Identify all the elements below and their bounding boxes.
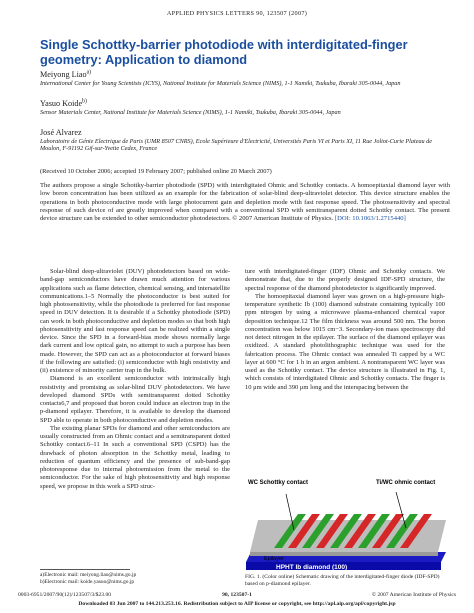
footnotes bbox=[40, 572, 230, 586]
footnote: b)Electronic mail: koide.yasuo@nims.go.jp bbox=[40, 578, 135, 585]
author-name: Meiyong Liao bbox=[40, 70, 87, 79]
label-ohmic: Ti/WC ohmic contact bbox=[376, 480, 436, 486]
author-block-3 bbox=[40, 128, 445, 153]
paragraph: ture with interdigitated-finger (IDF) Ohmic and Schottky contacts. We demonstrate that, due to the properly designed IDF-SPD structure, the spectral response of the diamond photodetector is significantly improved. bbox=[245, 268, 445, 292]
author-name: Yasuo Koide bbox=[40, 99, 83, 108]
author-mark: a) bbox=[86, 69, 92, 76]
footer-issn: 0003-6951/2007/90(12)/123507/3/$23.00 bbox=[18, 592, 112, 598]
copyright: © 2007 American Institute of Physics. bbox=[232, 215, 334, 223]
footer-page: 90, 123507-1 bbox=[222, 592, 252, 598]
figure-1 bbox=[246, 470, 446, 590]
label-wc-schottky: WC Schottky contact bbox=[248, 480, 309, 486]
author-mark: b) bbox=[82, 98, 87, 105]
paragraph: The homoepitaxial diamond layer was grown on a high-pressure high-temperature synthetic Ib (100) diamond substrate containing typically 100 ppm nitrogen by using a microwave plasma-enhanced chemical vapor deposition technique.12 The film thickness was around 500 nm. The boron concentration was below 1015 cm−3. Secondary-ion mass spectroscopy did not detect nitrogen in the epilayer. The surface of the diamond epilayer was oxidized. A standard photolithographic technique was used for the fabrication process. The Ohmic contact was annealed Ti capped by a WC layer at 600 °C for 1 h in an argon ambient. A nontransparent WC layer was used as the Schottky contact. The device structure is illustrated in Fig. 1, which consists of interdigitated Ohmic and Schottky contacts. The finger is 10 μm wide and 390 μm long and the interspacing between the bbox=[245, 292, 445, 391]
paragraph: Diamond is an excellent semiconductor with intrinsically high resistivity and promising as solar-blind DUV photodetectors. We have developed diamond SPDs with semitransparent dotted Schottky contacts6,7 and proposed that boron could induce an electron trap in the p-diamond epilayer. Therefore, it is available to develop the diamond SPD able to operate in both photoconductive and depletion modes. bbox=[40, 375, 230, 424]
author-block-1 bbox=[40, 70, 445, 87]
received-dates: (Received 10 October 2006; accepted 19 February 2007; published online 20 March 2007) bbox=[40, 168, 272, 175]
paragraph: The existing planar SPDs for diamond and other semiconductors are usually constructed from an Ohmic contact and a semitransparent dotted Schottky contact.6–11 In such a conventional SPD (CSPD) has the drawback of photon absorption in the Schottky metal, leading to reduction of quantum efficiency and the presence of sub-band-gap photoresponse due to internal photoemission from the metal to the semiconductor. For the sake of high photosensitivity and high response speed, we propose in this work a SPD struc- bbox=[40, 424, 230, 490]
paper-title: Single Schottky-barrier photodiode with interdigitated-finger geometry: Application to diamond bbox=[40, 37, 408, 67]
author-affiliation: Laboratoire de Génie Electrique de Paris (UMR 8507 CNRS), Ecole Supérieure d'Electricité, Universités Paris VI et Paris XI, 11 Rue Joliot-Curie Plateau de Moulon, F-91192 Gif-sur-Yvette Cedex, France bbox=[40, 137, 433, 153]
author-block-2 bbox=[40, 99, 445, 116]
footer-copyright: © 2007 American Institute of Physics bbox=[371, 592, 456, 598]
author-name: José Alvarez bbox=[40, 128, 82, 137]
abstract bbox=[40, 182, 450, 223]
right-column bbox=[245, 268, 445, 392]
label-substrate: HPHT Ib diamond (100) bbox=[276, 564, 348, 570]
doi-link[interactable]: [DOI: 10.1063/1.2715440] bbox=[334, 215, 406, 223]
author-affiliation: Sensor Materials Center, National Institute for Materials Science (NIMS), 1-1 Namiki, Tsukuba, Ibaraki 305-0044, Japan bbox=[40, 108, 341, 116]
footnote: a)Electronic mail: meiyong.liao@nims.go.jp bbox=[40, 572, 137, 578]
figure-caption: FIG. 1. (Color online) Schematic drawing of the interdigitated-finger diode (IDF-SPD) based on p-diamond epilayer. bbox=[245, 574, 440, 587]
left-column bbox=[40, 268, 230, 491]
journal-header: APPLIED PHYSICS LETTERS 90, 123507 (2007) bbox=[166, 10, 308, 17]
author-affiliation: International Center for Young Scientists (ICYS), National Institute for Materials Science (NIMS), 1-1 Namiki, Tsukuba, Ibaraki 305-0044, Japan bbox=[40, 79, 401, 87]
device-schematic bbox=[246, 470, 446, 570]
label-epilayer: Epilayer bbox=[264, 556, 284, 562]
paragraph: Solar-blind deep-ultraviolet (DUV) photodetectors based on wide-band-gap semiconductors have drawn much attention for various applications such as flame detection, chemical sensing, and intersatellite communications.1–5 Normally the photoconductor is best suited for high photosensitivity, while the photodiode is preferred for fast response speed in DUV detection. It is desirable if a Schottky photodiode (SPD) can work in both photoconductive and depletion modes so that both high photosensitivity and fast response speed can be realized within a single device. Since the SPD in a forward-bias mode shows normally large dark current and low optical gain, no attempt to such a purpose has been made. However, the SPD can act as a photoconductor at forward biases if the following are satisfied: (i) semiconductor with high resistivity and (ii) existence of minority carrier trap in the bulk. bbox=[40, 268, 230, 374]
footnote-rule bbox=[40, 569, 130, 570]
abstract-text: The authors propose a single Schottky-barrier photodiode (SPD) with interdigitated Ohmic and Schottky contacts. A homoepitaxial diamond layer with low boron concentration has been utilized as an example for the fabrication of solar-blind deep-ultraviolet detector. This device structure enables the operations in both photoconductive mode with large photocurrent gain and depletion mode with fast response speed. The photosensitivity and spectral response of such device of are greatly improved when compared with a conventional SPD with semitransparent dotted Schottky contact. The present device structure can be extended to other semiconductor photodetectors. bbox=[40, 182, 450, 223]
download-notice: Downloaded 03 Jun 2007 to 144.213.253.16. Redistribution subject to AIP license or copyright, see http://apl.aip.org/apl/copyright.jsp bbox=[78, 601, 396, 607]
